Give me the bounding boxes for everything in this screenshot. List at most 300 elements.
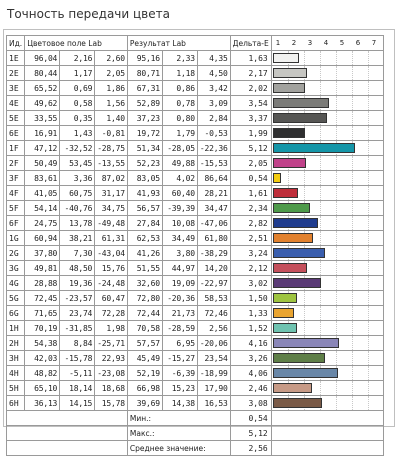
delta-e-bar-cell	[271, 366, 383, 381]
stats-value: 5,12	[230, 426, 271, 441]
scale-gridline	[352, 171, 353, 185]
scale-gridline	[336, 126, 337, 140]
table-row	[7, 186, 384, 201]
stats-value: 0,54	[230, 411, 271, 426]
scale-gridline	[336, 291, 337, 305]
result-b: -47,06	[197, 216, 230, 231]
target-b: -23,08	[95, 366, 128, 381]
patch-id: 5G	[7, 291, 25, 306]
scale-gridline	[320, 291, 321, 305]
target-b: -25,71	[95, 336, 128, 351]
delta-e-value: 2,34	[230, 201, 271, 216]
result-l: 62,53	[127, 231, 162, 246]
target-b: 22,93	[95, 351, 128, 366]
scale-gridline	[352, 156, 353, 170]
stats-row	[7, 411, 384, 426]
patch-id: 3F	[7, 171, 25, 186]
target-b: -13,55	[95, 156, 128, 171]
patch-id: 1G	[7, 231, 25, 246]
target-l: 48,82	[25, 366, 60, 381]
delta-e-value: 2,12	[230, 261, 271, 276]
result-b: 61,80	[197, 231, 230, 246]
table-row	[7, 51, 384, 66]
result-a: 6,95	[162, 336, 197, 351]
header-result: Результат Lab	[127, 36, 230, 51]
target-a: -15,78	[60, 351, 95, 366]
target-a: 3,36	[60, 171, 95, 186]
result-a: -28,05	[162, 141, 197, 156]
target-b: -24,48	[95, 276, 128, 291]
stats-spacer	[271, 411, 383, 426]
scale-gridline	[352, 246, 353, 260]
result-b: 14,20	[197, 261, 230, 276]
result-b: 17,90	[197, 381, 230, 396]
scale-gridline	[368, 291, 369, 305]
scale-gridline	[368, 381, 369, 395]
scale-tick-label: 7	[371, 39, 377, 47]
target-b: 2,60	[95, 51, 128, 66]
delta-e-value: 1,52	[230, 321, 271, 336]
table-row	[7, 291, 384, 306]
result-a: 10,08	[162, 216, 197, 231]
scale-gridline	[336, 81, 337, 95]
scale-gridline	[368, 141, 369, 155]
delta-e-bar-cell	[271, 216, 383, 231]
result-l: 70,58	[127, 321, 162, 336]
target-l: 72,45	[25, 291, 60, 306]
target-a: 14,15	[60, 396, 95, 411]
delta-e-bar	[273, 353, 325, 363]
delta-e-value: 3,37	[230, 111, 271, 126]
table-row	[7, 126, 384, 141]
target-b: 15,76	[95, 261, 128, 276]
result-l: 80,71	[127, 66, 162, 81]
delta-e-bar-cell	[271, 141, 383, 156]
scale-gridline	[368, 111, 369, 125]
scale-gridline	[352, 336, 353, 350]
scale-gridline	[320, 171, 321, 185]
stats-spacer	[7, 426, 128, 441]
scale-gridline	[352, 231, 353, 245]
patch-id: 6H	[7, 396, 25, 411]
scale-gridline	[368, 261, 369, 275]
patch-id: 4G	[7, 276, 25, 291]
delta-e-bar	[273, 53, 299, 63]
scale-gridline	[336, 66, 337, 80]
target-a: 18,14	[60, 381, 95, 396]
result-l: 32,60	[127, 276, 162, 291]
target-b: 1,56	[95, 96, 128, 111]
result-a: -15,27	[162, 351, 197, 366]
target-b: 61,31	[95, 231, 128, 246]
delta-e-value: 1,63	[230, 51, 271, 66]
result-b: 23,54	[197, 351, 230, 366]
delta-e-value: 1,50	[230, 291, 271, 306]
patch-id: 6F	[7, 216, 25, 231]
scale-gridline	[304, 306, 305, 320]
table-header-row	[7, 36, 384, 51]
stats-spacer	[271, 441, 383, 456]
delta-e-bar	[273, 173, 282, 183]
scale-gridline	[336, 96, 337, 110]
scale-gridline	[336, 216, 337, 230]
patch-id: 3E	[7, 81, 25, 96]
scale-gridline	[336, 51, 337, 65]
result-a: 49,88	[162, 156, 197, 171]
result-b: 3,09	[197, 96, 230, 111]
target-l: 80,44	[25, 66, 60, 81]
stats-spacer	[7, 441, 128, 456]
delta-e-bar	[273, 338, 340, 348]
delta-e-value: 2,17	[230, 66, 271, 81]
delta-e-value: 5,12	[230, 141, 271, 156]
scale-gridline	[368, 321, 369, 335]
delta-e-value: 4,06	[230, 366, 271, 381]
result-a: 44,97	[162, 261, 197, 276]
delta-e-value: 3,24	[230, 246, 271, 261]
table-row	[7, 111, 384, 126]
table-row	[7, 276, 384, 291]
scale-gridline	[368, 336, 369, 350]
delta-e-bar-cell	[271, 126, 383, 141]
delta-e-bar-cell	[271, 171, 383, 186]
scale-gridline	[352, 51, 353, 65]
delta-e-value: 3,26	[230, 351, 271, 366]
result-a: 0,86	[162, 81, 197, 96]
scale-gridline	[320, 81, 321, 95]
target-l: 37,80	[25, 246, 60, 261]
table-row	[7, 66, 384, 81]
scale-gridline	[368, 96, 369, 110]
scale-gridline	[320, 126, 321, 140]
stats-spacer	[271, 426, 383, 441]
scale-gridline	[352, 201, 353, 215]
target-l: 41,05	[25, 186, 60, 201]
scale-gridline	[336, 396, 337, 410]
target-l: 33,55	[25, 111, 60, 126]
target-a: -5,11	[60, 366, 95, 381]
target-b: -0,81	[95, 126, 128, 141]
scale-gridline	[368, 351, 369, 365]
target-a: -32,52	[60, 141, 95, 156]
patch-id: 4E	[7, 96, 25, 111]
table-row	[7, 216, 384, 231]
target-a: -31,85	[60, 321, 95, 336]
result-a: -39,39	[162, 201, 197, 216]
target-a: 38,21	[60, 231, 95, 246]
table-row	[7, 261, 384, 276]
result-a: -20,36	[162, 291, 197, 306]
table-row	[7, 381, 384, 396]
scale-gridline	[352, 276, 353, 290]
scale-tick-label: 6	[355, 39, 361, 47]
result-a: 0,80	[162, 111, 197, 126]
delta-e-value: 3,02	[230, 276, 271, 291]
scale-gridline	[320, 201, 321, 215]
scale-tick-label: 3	[307, 39, 313, 47]
result-l: 52,19	[127, 366, 162, 381]
target-b: -43,04	[95, 246, 128, 261]
target-a: 53,45	[60, 156, 95, 171]
result-l: 52,89	[127, 96, 162, 111]
scale-gridline	[368, 186, 369, 200]
result-a: 1,18	[162, 66, 197, 81]
result-b: 3,42	[197, 81, 230, 96]
result-l: 19,72	[127, 126, 162, 141]
result-a: 21,73	[162, 306, 197, 321]
result-b: -18,99	[197, 366, 230, 381]
table-row	[7, 321, 384, 336]
delta-e-bar-cell	[271, 306, 383, 321]
result-a: 2,33	[162, 51, 197, 66]
patch-id: 1E	[7, 51, 25, 66]
delta-e-bar	[273, 383, 312, 393]
result-b: 34,47	[197, 201, 230, 216]
delta-e-value: 2,46	[230, 381, 271, 396]
result-l: 37,23	[127, 111, 162, 126]
table-row	[7, 201, 384, 216]
header-scale	[271, 36, 383, 51]
scale-gridline	[336, 246, 337, 260]
target-b: 1,40	[95, 111, 128, 126]
result-b: 28,21	[197, 186, 230, 201]
result-a: 15,23	[162, 381, 197, 396]
target-a: 19,36	[60, 276, 95, 291]
scale-gridline	[368, 51, 369, 65]
scale-gridline	[368, 66, 369, 80]
delta-e-value: 3,54	[230, 96, 271, 111]
table-row	[7, 351, 384, 366]
target-a: 23,74	[60, 306, 95, 321]
target-b: 34,75	[95, 201, 128, 216]
scale-gridline	[352, 111, 353, 125]
patch-id: 5H	[7, 381, 25, 396]
result-l: 41,26	[127, 246, 162, 261]
target-a: 7,30	[60, 246, 95, 261]
delta-e-bar	[273, 203, 310, 213]
scale-gridline	[352, 96, 353, 110]
target-b: 1,86	[95, 81, 128, 96]
delta-e-bar-cell	[271, 381, 383, 396]
patch-id: 2G	[7, 246, 25, 261]
scale-gridline	[352, 66, 353, 80]
delta-e-value: 2,05	[230, 156, 271, 171]
scale-gridline	[352, 351, 353, 365]
stats-label: Мин.:	[127, 411, 230, 426]
delta-e-bar	[273, 248, 325, 258]
patch-id: 2H	[7, 336, 25, 351]
delta-e-value: 2,02	[230, 81, 271, 96]
delta-e-value: 3,08	[230, 396, 271, 411]
delta-e-bar-cell	[271, 291, 383, 306]
stats-spacer	[7, 411, 128, 426]
delta-e-value: 4,16	[230, 336, 271, 351]
delta-e-bar-cell	[271, 246, 383, 261]
target-b: 60,47	[95, 291, 128, 306]
delta-e-bar	[273, 113, 327, 123]
delta-e-bar	[273, 398, 322, 408]
result-b: 58,53	[197, 291, 230, 306]
target-l: 47,12	[25, 141, 60, 156]
scale-gridline	[368, 306, 369, 320]
target-a: 0,58	[60, 96, 95, 111]
result-b: -15,53	[197, 156, 230, 171]
delta-e-bar	[273, 308, 294, 318]
delta-e-bar	[273, 68, 308, 78]
patch-id: 6G	[7, 306, 25, 321]
delta-e-value: 2,51	[230, 231, 271, 246]
target-l: 83,61	[25, 171, 60, 186]
delta-e-value: 0,54	[230, 171, 271, 186]
delta-e-bar-cell	[271, 51, 383, 66]
scale-gridline	[336, 231, 337, 245]
target-a: 8,84	[60, 336, 95, 351]
scale-gridline	[352, 396, 353, 410]
result-a: 19,09	[162, 276, 197, 291]
target-l: 50,49	[25, 156, 60, 171]
target-b: 1,98	[95, 321, 128, 336]
delta-e-bar-cell	[271, 156, 383, 171]
delta-e-bar	[273, 143, 355, 153]
target-b: 15,78	[95, 396, 128, 411]
scale-gridline	[336, 171, 337, 185]
patch-id: 1H	[7, 321, 25, 336]
target-a: 1,43	[60, 126, 95, 141]
result-l: 51,55	[127, 261, 162, 276]
result-l: 45,49	[127, 351, 162, 366]
scale-gridline	[320, 261, 321, 275]
result-a: 34,49	[162, 231, 197, 246]
result-l: 95,16	[127, 51, 162, 66]
delta-e-bar-cell	[271, 336, 383, 351]
result-a: -28,59	[162, 321, 197, 336]
stats-label: Макс.:	[127, 426, 230, 441]
delta-e-bar-cell	[271, 321, 383, 336]
scale-gridline	[304, 186, 305, 200]
delta-e-bar	[273, 293, 297, 303]
target-l: 49,81	[25, 261, 60, 276]
table-row	[7, 156, 384, 171]
patch-id: 5F	[7, 201, 25, 216]
scale-gridline	[304, 171, 305, 185]
scale-gridline	[336, 201, 337, 215]
delta-e-bar-cell	[271, 81, 383, 96]
target-l: 54,38	[25, 336, 60, 351]
result-l: 39,69	[127, 396, 162, 411]
result-b: 72,46	[197, 306, 230, 321]
result-b: 86,64	[197, 171, 230, 186]
scale-gridline	[304, 51, 305, 65]
scale-gridline	[352, 216, 353, 230]
result-b: 4,50	[197, 66, 230, 81]
delta-e-value: 1,99	[230, 126, 271, 141]
delta-e-bar-cell	[271, 186, 383, 201]
scale-gridline	[352, 321, 353, 335]
scale-gridline	[336, 111, 337, 125]
target-l: 96,04	[25, 51, 60, 66]
result-a: 1,79	[162, 126, 197, 141]
scale-gridline	[336, 186, 337, 200]
target-a: 1,17	[60, 66, 95, 81]
scale-gridline	[368, 396, 369, 410]
scale-gridline	[368, 81, 369, 95]
result-b: 2,56	[197, 321, 230, 336]
scale-gridline	[352, 186, 353, 200]
delta-e-value: 1,33	[230, 306, 271, 321]
delta-e-bar-cell	[271, 261, 383, 276]
scale-gridline	[288, 171, 289, 185]
delta-e-bar	[273, 83, 305, 93]
delta-e-bar-cell	[271, 96, 383, 111]
result-l: 83,05	[127, 171, 162, 186]
scale-gridline	[320, 156, 321, 170]
scale-gridline	[368, 216, 369, 230]
target-l: 42,03	[25, 351, 60, 366]
delta-e-bar	[273, 218, 318, 228]
result-b: -22,97	[197, 276, 230, 291]
color-accuracy-table	[6, 35, 384, 456]
result-a: 14,38	[162, 396, 197, 411]
scale-tick-label: 4	[323, 39, 329, 47]
target-l: 65,52	[25, 81, 60, 96]
table-row	[7, 246, 384, 261]
header-delta: Дельта-E	[230, 36, 271, 51]
patch-id: 2F	[7, 156, 25, 171]
scale-gridline	[352, 291, 353, 305]
target-l: 60,94	[25, 231, 60, 246]
target-b: -28,75	[95, 141, 128, 156]
result-l: 67,31	[127, 81, 162, 96]
scale-gridline	[352, 381, 353, 395]
table-row	[7, 306, 384, 321]
scale-gridline	[368, 201, 369, 215]
result-l: 72,80	[127, 291, 162, 306]
target-l: 36,13	[25, 396, 60, 411]
delta-e-bar-cell	[271, 201, 383, 216]
scale-gridline	[336, 321, 337, 335]
table-row	[7, 366, 384, 381]
result-b: -20,06	[197, 336, 230, 351]
target-b: 72,28	[95, 306, 128, 321]
page-title: Точность передачи цвета	[7, 7, 170, 21]
delta-e-bar	[273, 188, 299, 198]
delta-e-bar-cell	[271, 276, 383, 291]
stats-value: 2,56	[230, 441, 271, 456]
result-a: -6,39	[162, 366, 197, 381]
table-row	[7, 171, 384, 186]
stats-row	[7, 426, 384, 441]
patch-id: 2E	[7, 66, 25, 81]
scale-gridline	[320, 381, 321, 395]
result-l: 57,57	[127, 336, 162, 351]
target-l: 70,19	[25, 321, 60, 336]
target-b: 31,17	[95, 186, 128, 201]
delta-e-bar	[273, 278, 321, 288]
patch-id: 3G	[7, 261, 25, 276]
patch-id: 3H	[7, 351, 25, 366]
target-l: 54,14	[25, 201, 60, 216]
scale-gridline	[368, 126, 369, 140]
scale-gridline	[368, 366, 369, 380]
header-color-field: Цветовое поле Lab	[25, 36, 128, 51]
scale-gridline	[352, 261, 353, 275]
scale-gridline	[320, 231, 321, 245]
result-b: -22,36	[197, 141, 230, 156]
result-l: 66,98	[127, 381, 162, 396]
target-b: 18,68	[95, 381, 128, 396]
table-row	[7, 336, 384, 351]
delta-e-value: 2,82	[230, 216, 271, 231]
